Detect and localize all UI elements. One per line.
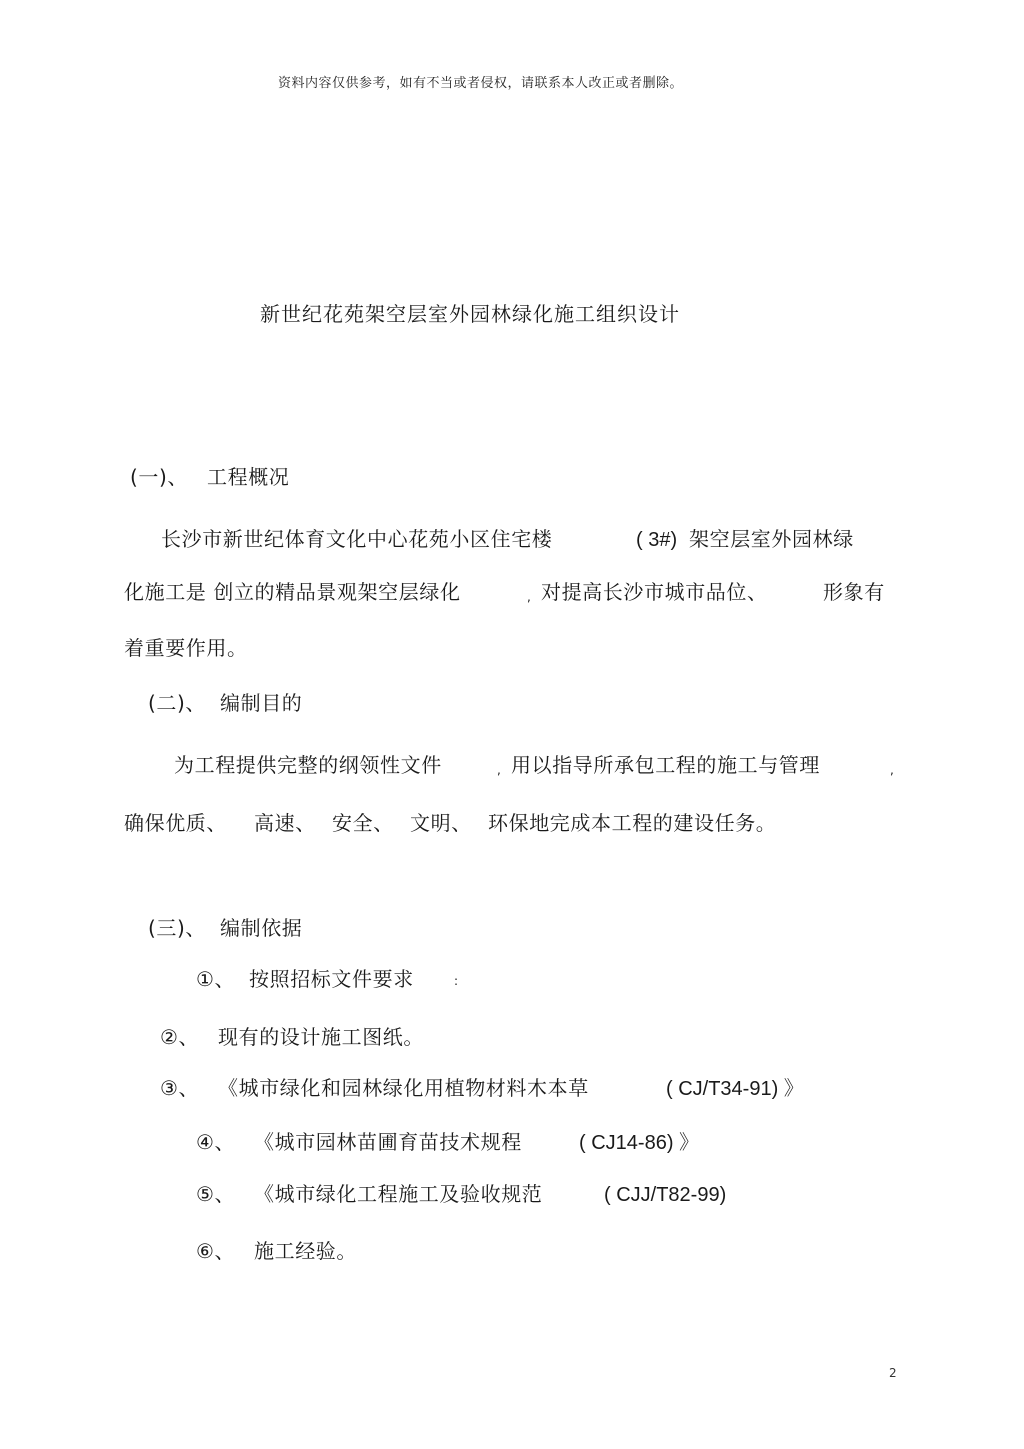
paragraph-text: 确保优质、 [124, 811, 227, 835]
item-text: 《城市绿化和园林绿化用植物材料木本草 [218, 1076, 589, 1100]
item-number: ①、 [196, 967, 236, 991]
item-number: ④、 [196, 1130, 236, 1154]
paragraph-text: ( 3#) [636, 529, 678, 551]
item-text: 按照招标文件要求 [249, 967, 414, 991]
item-number: ③、 [160, 1076, 200, 1100]
item-code: ( CJ14-86) 》 [579, 1132, 700, 1154]
section-1-title: 工程概况 [207, 465, 290, 489]
paragraph-text: , [497, 763, 501, 777]
paragraph-text: 高速、 [254, 811, 316, 835]
paragraph-text: 文明、 [410, 811, 472, 835]
disclaimer-header: 资料内容仅供参考，如有不当或者侵权，请联系本人改正或者删除。 [278, 76, 684, 91]
section-2-number: (二)、 [148, 691, 207, 715]
section-1-number: (一)、 [130, 465, 189, 489]
item-code: ( CJJ/T82-99) [604, 1184, 727, 1206]
item-text: 施工经验。 [254, 1239, 357, 1263]
page-number: 2 [889, 1366, 897, 1380]
paragraph-text: , [890, 763, 894, 777]
paragraph-text: 长沙市新世纪体育文化中心花苑小区住宅楼 [161, 527, 553, 551]
item-number: ⑥、 [196, 1239, 236, 1263]
paragraph-text: 形象有 [823, 580, 885, 604]
paragraph-text: 对提高长沙市城市品位、 [541, 580, 768, 604]
section-3-title: 编制依据 [220, 916, 303, 940]
item-number: ⑤、 [196, 1182, 236, 1206]
item-code: ( CJ/T34-91) 》 [666, 1078, 804, 1100]
item-number: ②、 [160, 1025, 200, 1049]
section-2-title: 编制目的 [220, 691, 303, 715]
section-3-number: (三)、 [148, 916, 207, 940]
item-code: : [454, 974, 459, 988]
paragraph-text: 为工程提供完整的纲领性文件 [174, 753, 442, 777]
paragraph-text: 用以指导所承包工程的施工与管理 [511, 753, 820, 777]
item-text: 现有的设计施工图纸。 [218, 1025, 424, 1049]
paragraph-text: 着重要作用。 [124, 636, 248, 660]
paragraph-text: 架空层室外园林绿 [689, 527, 854, 551]
paragraph-text: 化施工是 创立的精品景观架空层绿化 [124, 580, 461, 604]
document-title: 新世纪花苑架空层室外园林绿化施工组织设计 [260, 302, 680, 326]
paragraph-text: 环保地完成本工程的建设任务。 [488, 811, 777, 835]
item-text: 《城市园林苗圃育苗技术规程 [254, 1130, 522, 1154]
paragraph-text: , [527, 590, 531, 604]
paragraph-text: 安全、 [332, 811, 394, 835]
item-text: 《城市绿化工程施工及验收规范 [254, 1182, 543, 1206]
